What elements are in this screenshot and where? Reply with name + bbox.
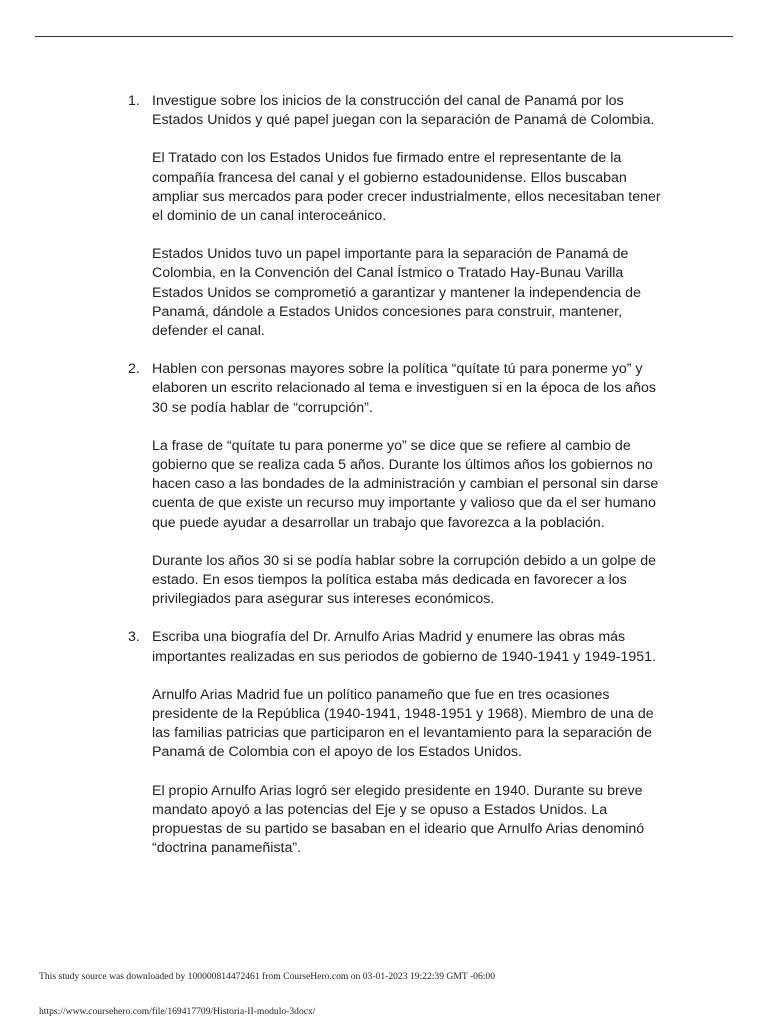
question-number: 2. bbox=[128, 361, 140, 378]
question-number: 3. bbox=[128, 629, 140, 646]
download-source-notice: This study source was downloaded by 100000814472461 from CourseHero.com on 03-01-2023 19:22:39 GMT -06:00 bbox=[39, 971, 496, 982]
document-body bbox=[128, 92, 668, 878]
header-divider bbox=[35, 36, 733, 37]
question-item-3 bbox=[128, 628, 668, 858]
question-content bbox=[152, 360, 668, 609]
answer-paragraph: El Tratado con los Estados Unidos fue firmado entre el representante de la compañía francesa del canal y el gobierno estadounidense. Ellos buscaban ampliar sus mercados para poder crecer industrialmente, ellos necesitaban tener el dominio de un canal interoceánico. bbox=[152, 150, 661, 225]
question-prompt: Hablen con personas mayores sobre la política “quítate tú para ponerme yo” y elaboren un escrito relacionado al tema e investiguen si en la época de los años 30 se podía hablar de “corrupción”. bbox=[152, 361, 656, 416]
answer-paragraph: Arnulfo Arias Madrid fue un político panameño que fue en tres ocasiones presidente de la República (1940-1941, 1948-1951 y 1968). Miembro de una de las familias patricias que participaron en el levantamiento para la separación de Panamá de Colombia con el apoyo de los Estados Unidos. bbox=[152, 686, 654, 761]
question-prompt: Investigue sobre los inicios de la construcción del canal de Panamá por los Estados Unidos y qué papel juegan con la separación de Panamá de Colombia. bbox=[152, 93, 655, 129]
source-url: https://www.coursehero.com/file/169417709/Historia-II-modulo-3docx/ bbox=[39, 1006, 316, 1017]
question-number: 1. bbox=[128, 93, 140, 109]
answer-paragraph: El propio Arnulfo Arias logró ser elegido presidente en 1940. Durante su breve mandato apoyó a las potencias del Eje y se opuso a Estados Unidos. La propuestas de su partido se basaban en el ideario que Arnulfo Arias denominó “doctrina panameñista”. bbox=[152, 782, 645, 857]
answer-paragraph: Estados Unidos tuvo un papel importante para la separación de Panamá de Colombia, en la Convención del Canal Ístmico o Tratado Hay-Bunau Varilla Estados Unidos se comprometió a garantizar y mantener la independencia de Panamá, dándole a Estados Unidos concesiones para construir, mantener, defender el canal. bbox=[152, 246, 641, 340]
question-content bbox=[152, 92, 668, 341]
answer-paragraph: La frase de “quítate tu para ponerme yo” se dice que se refiere al cambio de gobierno que se realiza cada 5 años. Durante los últimos años los gobiernos no hacen caso a las bondades de la administración y cambian el personal sin darse cuenta de que existe un recurso muy importante y valioso que da el ser humano que puede ayudar a desarrollar un trabajo que favorezca a la población. bbox=[152, 437, 659, 531]
question-item-2 bbox=[128, 360, 668, 609]
question-item-1 bbox=[128, 92, 668, 341]
question-prompt: Escriba una biografía del Dr. Arnulfo Arias Madrid y enumere las obras más importantes realizadas en sus periodos de gobierno de 1940-1941 y 1949-1951. bbox=[152, 629, 657, 665]
answer-paragraph: Durante los años 30 si se podía hablar sobre la corrupción debido a un golpe de estado. En esos tiempos la política estaba más dedicada en favorecer a los privilegiados para asegurar sus intereses económicos. bbox=[152, 552, 656, 608]
question-content bbox=[152, 628, 668, 858]
